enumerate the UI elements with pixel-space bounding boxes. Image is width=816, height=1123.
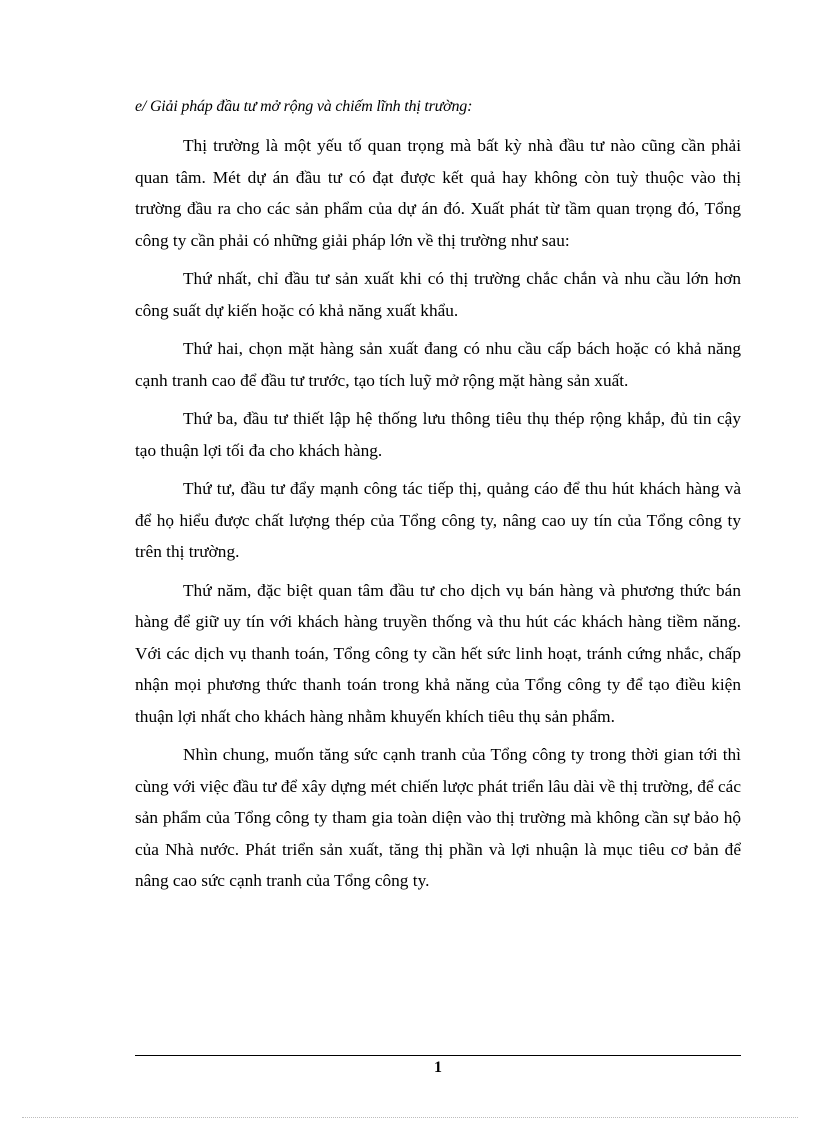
paragraph-fifth: Thứ năm, đặc biệt quan tâm đầu tư cho dịch vụ bán hàng và phương thức bán hàng để giữ uy tín với khách hàng truyền thống và thu hút các khách hàng tiềm năng. Với các dịch vụ thanh toán, Tổng công ty cần hết sức linh hoạt, tránh cứng nhắc, chấp nhận mọi phương thức thanh toán trong khả năng của Tổng công ty để tạo điều kiện thuận lợi nhất cho khách hàng nhằm khuyến khích tiêu thụ sản phẩm.: [135, 580, 741, 726]
paragraph-second: Thứ hai, chọn mặt hàng sản xuất đang có nhu cầu cấp bách hoặc có khả năng cạnh tranh cao để đầu tư trước, tạo tích luỹ mở rộng mặt hàng sản xuất.: [135, 339, 741, 390]
paragraph-first: Thứ nhất, chỉ đầu tư sản xuất khi có thị trường chắc chắn và nhu cầu lớn hơn công suất dự kiến hoặc có khả năng xuất khẩu.: [135, 269, 741, 320]
page-number: 1: [434, 1059, 442, 1076]
paragraph-intro: Thị trường là một yếu tố quan trọng mà bất kỳ nhà đầu tư nào cũng cần phải quan tâm. Mét dự án đầu tư có đạt được kết quả hay không còn tuỳ thuộc vào thị trường đầu ra cho các sản phẩm của dự án đó. Xuất phát từ tầm quan trọng đó, Tổng công ty cần phải có những giải pháp lớn về thị trường như sau:: [135, 136, 741, 250]
page-bottom-edge: [22, 1117, 798, 1118]
section-heading: e/ Giải pháp đầu tư mở rộng và chiếm lĩnh thị trường:: [135, 98, 473, 115]
paragraph-fourth: Thứ tư, đầu tư đẩy mạnh công tác tiếp thị, quảng cáo để thu hút khách hàng và để họ hiểu được chất lượng thép của Tổng công ty, nâng cao uy tín của Tổng công ty trên thị trường.: [135, 479, 741, 561]
paragraph-third: Thứ ba, đầu tư thiết lập hệ thống lưu thông tiêu thụ thép rộng khắp, đủ tin cậy tạo thuận lợi tối đa cho khách hàng.: [135, 409, 741, 460]
footer-divider: [135, 1055, 741, 1056]
paragraph-conclusion: Nhìn chung, muốn tăng sức cạnh tranh của Tổng công ty trong thời gian tới thì cùng với việc đầu tư để xây dựng mét chiến lược phát triển lâu dài về thị trường, để các sản phẩm của Tổng công ty tham gia toàn diện vào thị trường mà không cần sự bảo hộ của Nhà nước. Phát triển sản xuất, tăng thị phần và lợi nhuận là mục tiêu cơ bản để nâng cao sức cạnh tranh của Tổng công ty.: [135, 745, 741, 890]
document-body: [135, 96, 741, 904]
